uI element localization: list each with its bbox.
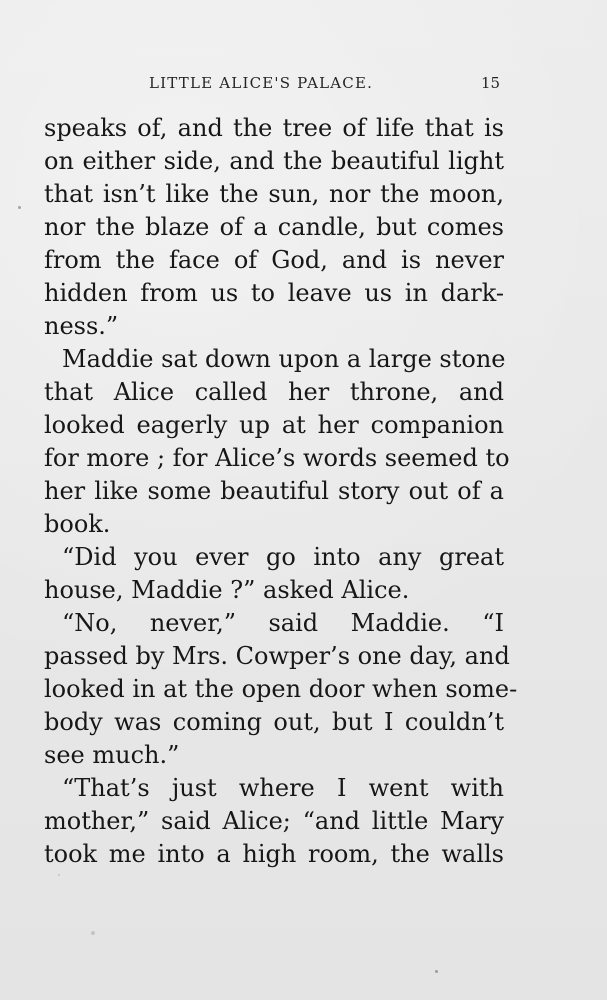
body-line-12: her like some beautiful story out of a xyxy=(44,477,504,505)
body-text xyxy=(44,114,521,904)
body-line-19: body was coming out, but I couldn’t xyxy=(44,708,504,736)
body-line-4: nor the blaze of a candle, but comes xyxy=(44,213,504,241)
body-line-17: passed by Mrs. Cowper’s one day, and xyxy=(44,642,510,670)
body-line-11: for more ; for Alice’s words seemed to xyxy=(44,444,510,472)
body-line-7: ness.” xyxy=(44,312,119,340)
running-head: LITTLE ALICE'S PALACE. xyxy=(149,74,374,92)
paper-speck xyxy=(435,970,438,973)
body-line-10: looked eagerly up at her companion xyxy=(44,411,504,439)
paper-speck xyxy=(91,931,95,935)
page-header xyxy=(0,74,607,96)
paper-speck xyxy=(18,206,21,209)
body-line-14: “Did you ever go into any great xyxy=(62,543,504,571)
body-line-6: hidden from us to leave us in dark- xyxy=(44,279,504,307)
body-line-22: mother,” said Alice; “and little Mary xyxy=(44,807,504,835)
body-line-16: “No, never,” said Maddie. “I xyxy=(62,609,504,637)
body-line-23: took me into a high room, the walls xyxy=(44,840,504,868)
body-line-18: looked in at the open door when some- xyxy=(44,675,518,703)
body-line-3: that isn’t like the sun, nor the moon, xyxy=(44,180,504,208)
body-line-15: house, Maddie ?” asked Alice. xyxy=(44,576,410,604)
body-line-13: book. xyxy=(44,510,111,538)
body-line-5: from the face of God, and is never xyxy=(44,246,504,274)
body-line-2: on either side, and the beautiful light xyxy=(44,147,504,175)
body-line-20: see much.” xyxy=(44,741,180,769)
body-line-21: “That’s just where I went with xyxy=(62,774,504,802)
body-line-8: Maddie sat down upon a large stone xyxy=(62,345,506,373)
body-line-9: that Alice called her throne, and xyxy=(44,378,504,406)
page-number: 15 xyxy=(481,74,501,92)
body-line-1: speaks of, and the tree of life that is xyxy=(44,114,504,142)
